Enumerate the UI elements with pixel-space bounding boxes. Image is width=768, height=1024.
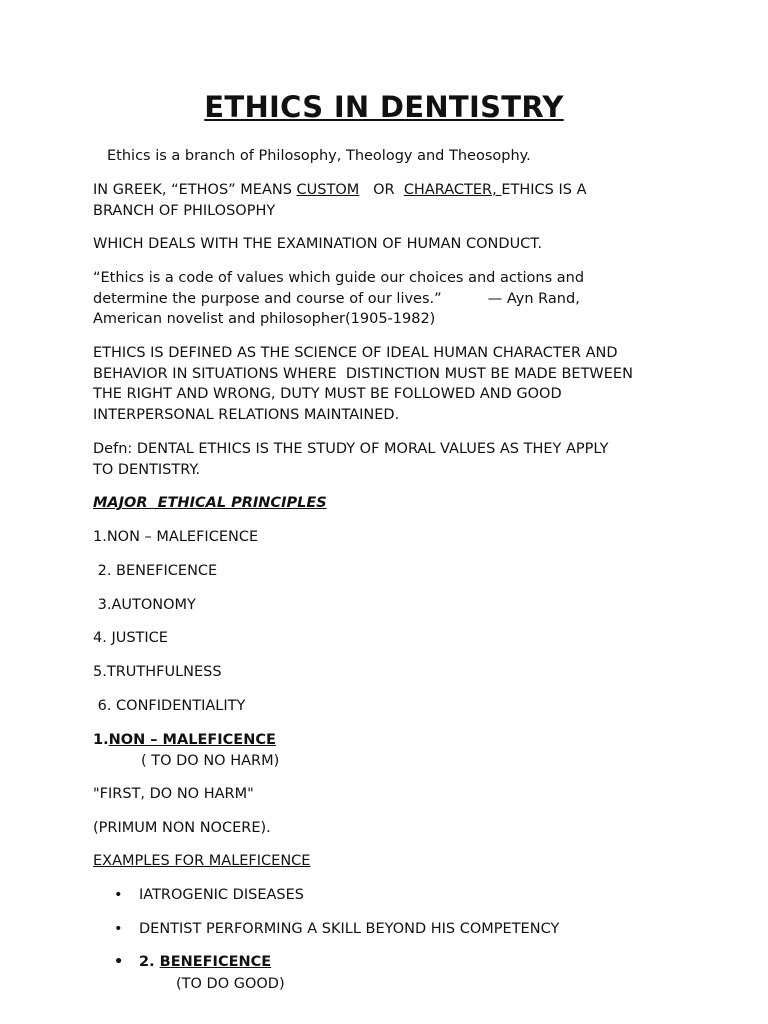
bullet-icon: • [114, 921, 123, 937]
section1-latin: (PRIMUM NON NOCERE). [93, 820, 271, 836]
section1-title: NON – MALEFICENCE [108, 732, 276, 748]
section2-subtitle: (TO DO GOOD) [176, 976, 285, 992]
defined-line4: INTERPERSONAL RELATIONS MAINTAINED. [93, 406, 400, 423]
principle-item: 6. CONFIDENTIALITY [93, 698, 246, 714]
principle-item: 3.AUTONOMY [93, 597, 196, 613]
page-title: ETHICS IN DENTISTRY [204, 90, 564, 124]
examples-heading: EXAMPLES FOR MALEFICENCE [93, 853, 311, 869]
intro-text: Ethics is a branch of Philosophy, Theology and Theosophy. [107, 148, 531, 164]
principles-heading: MAJOR ETHICAL PRINCIPLES [93, 495, 327, 511]
example-text: DENTIST PERFORMING A SKILL BEYOND HIS COMPETENCY [139, 921, 560, 937]
section1-heading [93, 730, 693, 751]
section1-number: 1. [93, 732, 109, 748]
defined-line3: THE RIGHT AND WRONG, DUTY MUST BE FOLLOWED AND GOOD [93, 386, 562, 402]
principle-item: 4. JUSTICE [93, 630, 168, 646]
principle-item: 2. BENEFICENCE [93, 563, 218, 579]
bullet-icon: • [114, 887, 123, 903]
example-text: IATROGENIC DISEASES [139, 887, 304, 903]
example-item [114, 885, 734, 906]
section2-number: 2. [139, 954, 160, 970]
quote-line3: American novelist and philosopher(1905-1982) [93, 311, 436, 327]
section2-heading [114, 952, 734, 973]
greek-prefix: IN GREEK, “ETHOS” MEANS [93, 182, 297, 198]
greek-line2: BRANCH OF PHILOSOPHY [93, 202, 276, 219]
defined-line2: BEHAVIOR IN SITUATIONS WHERE DISTINCTION MUST BE MADE BETWEEN [93, 365, 633, 382]
bullet-icon: • [114, 954, 124, 970]
defn-paragraph [93, 439, 693, 480]
quote-paragraph [93, 268, 693, 330]
greek-paragraph [93, 180, 693, 221]
defined-paragraph [93, 343, 693, 425]
section2-title: BENEFICENCE [159, 954, 272, 970]
quote-line1: “Ethics is a code of values which guide our choices and actions and [93, 270, 585, 286]
deals-text: WHICH DEALS WITH THE EXAMINATION OF HUMAN CONDUCT. [93, 236, 543, 252]
defn-line1: Defn: DENTAL ETHICS IS THE STUDY OF MORAL VALUES AS THEY APPLY [93, 441, 609, 457]
principle-item: 1.NON – MALEFICENCE [93, 529, 259, 545]
defn-line2: TO DENTISTRY. [93, 461, 200, 478]
section1-subtitle: ( TO DO NO HARM) [141, 753, 280, 769]
greek-custom: CUSTOM [296, 182, 360, 198]
defined-line1: ETHICS IS DEFINED AS THE SCIENCE OF IDEAL HUMAN CHARACTER AND [93, 345, 618, 361]
greek-character: CHARACTER, [403, 182, 502, 198]
greek-suffix: ETHICS IS A [501, 182, 587, 198]
greek-or: OR [359, 182, 404, 198]
principle-item: 5.TRUTHFULNESS [93, 664, 222, 680]
quote-line2: determine the purpose and course of our lives.” — Ayn Rand, [93, 290, 580, 307]
example-item [114, 919, 734, 940]
section1-quote: "FIRST, DO NO HARM" [93, 786, 254, 802]
